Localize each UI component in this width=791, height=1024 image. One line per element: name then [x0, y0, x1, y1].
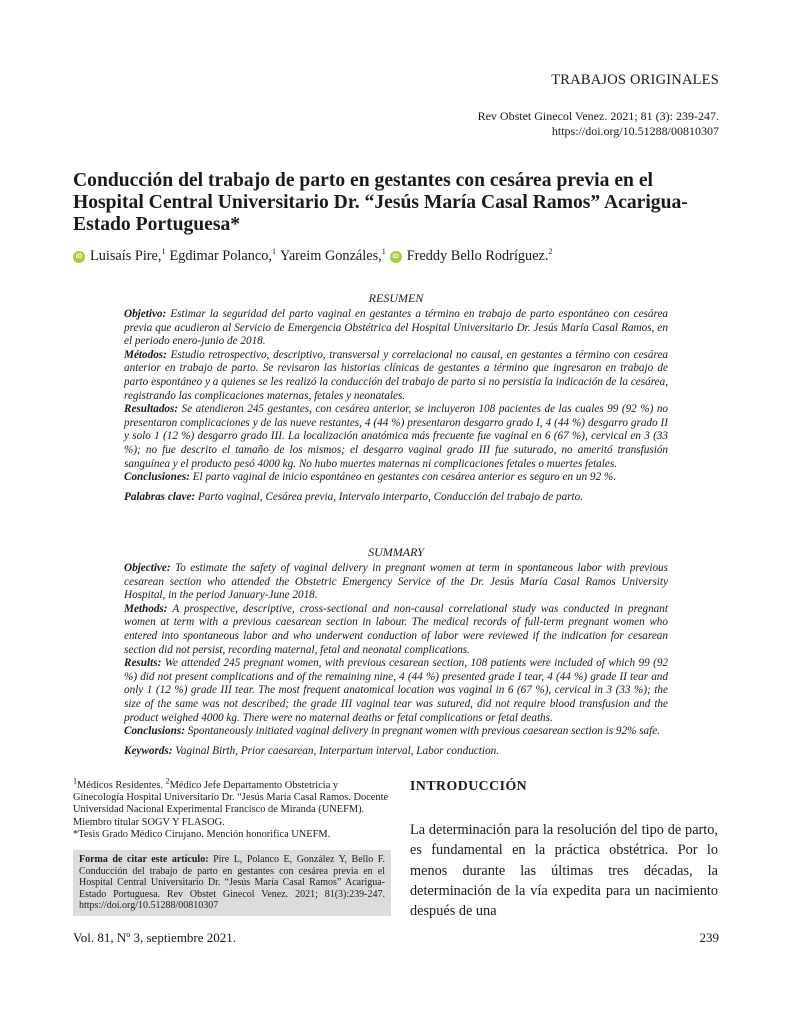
footer-volume: Vol. 81, Nº 3, septiembre 2021.	[73, 930, 237, 945]
abstract-paragraph: Results: We attended 245 pregnant women, with previous cesarean section, 108 patients were included of which 99 (92 %) did not present complications and of the remaining nine, 4 (44 %) presented grade I tear, 4 (44 %) grade II tear and only 1 (12 %) grade III tear. The most frequent anatomical location was vaginal in 6 (67 %), cervical in 3 (33 %); the size of the same was not described; the grade III vaginal tear was sutured, did not require blood transfusion and the product weighed 4000 kg. There were no maternal deaths or fetal complications or fetal deaths.	[124, 657, 669, 724]
author-name: Egdimar Polanco,$^1$	[169, 247, 276, 264]
abstract-paragraph: Objective: To estimate the safety of vaginal delivery in pregnant women at term in spontaneous labor with previous cesarean section who attended the Obstetric Emergency Service of the Dr. Jesús María Casal Ramos University Hospital, in the period January-June 2018.	[124, 562, 668, 602]
cite-label: Forma de citar este artículo:	[79, 854, 209, 865]
resumen-abstract	[124, 308, 668, 504]
abstract-paragraph: Objetivo: Estimar la seguridad del parto vaginal en gestantes a término en trabajo de parto espontáneo con cesárea previa que acudieron al Servicio de Emergencia Obstétrica del Hospital Universitario Dr. Jesús María Casal Ramos, en el periodo enero-junio de 2018.	[124, 308, 669, 348]
abstract-paragraph: Conclusions: Spontaneously initiated vaginal delivery in pregnant women with previous caesarean section is 92% safe.	[124, 725, 661, 738]
resumen-heading: RESUMEN	[368, 291, 424, 305]
author-name: Freddy Bello Rodríguez.$^2$	[406, 247, 553, 264]
abstract-paragraph: Methods: A prospective, descriptive, cross-sectional and non-causal correlational study was conducted in pregnant women at term with a previous caesarean section in labour. The medical records of full-term pregnant women who entered into spontaneous labor and who underwent conduction of labor were reviewed if the indication for cesarean section did not persist, recording maternal, fetal and neonatal complications.	[124, 602, 668, 656]
cite-text: Pire L, Polanco E, González Y, Bello F. Conducción del trabajo de parto en gestantes con cesárea previa en el Hospital Central Universitario Dr. “Jesús María Casal Ramos” Acarigua-Estado Portuguesa. Rev Obstet Ginecol Venez. 2021; 81(3):239-247. https://doi.org/10.51288/00810307	[79, 854, 386, 912]
abstract-paragraph: Resultados: Se atendieron 245 gestantes, con cesárea anterior, se incluyeron 108 pacientes de las cuales 99 (92 %) no presentaron complicaciones y de las nueve restantes, 4 (44 %) presentaron desgarro grado I, 4 (44 %) desgarro grado II y solo 1 (12 %) desgarro grado III. La localización anatómica más frecuente fue vaginal en 6 (67 %), cervical en 3 (33 %); no fue descrito el tamaño de los mismos; el desgarro vaginal grado III fue suturado, no ameritó transfusión sanguínea y el producto pesó 4000 kg. No hubo muertes maternas ni complicaciones fetales o muertes fetales.	[124, 403, 669, 470]
section-label: TRABAJOS ORIGINALES	[551, 72, 719, 88]
introduction-text: La determinación para la resolución del tipo de parto, es fundamental en la práctica obstétrica. Por lo menos durante las últimas tres décadas, la determinación de la vía expedita para un nacimiento después de una	[410, 822, 718, 920]
keywords: Keywords: Vaginal Birth, Prior caesarean, Interpartum interval, Labor conduction.	[124, 744, 499, 757]
thesis-note: *Tesis Grado Médico Cirujano. Mención honorifica UNEFM.	[73, 828, 331, 840]
summary-abstract	[124, 562, 668, 758]
author-name: Luisaís Pire,$^1$	[90, 247, 166, 264]
orcid-icon[interactable]: iD	[73, 251, 85, 263]
introduction-heading: INTRODUCCIÓN	[410, 778, 528, 793]
page-number: 239	[699, 930, 719, 945]
author-name: Yareim Gonzáles,$^1$	[279, 247, 386, 264]
abstract-paragraph: Conclusiones: El parto vaginal de inicio espontáneo en gestantes con cesárea anterior es seguro en un 92 %.	[124, 471, 616, 484]
abstract-paragraph: Métodos: Estudio retrospectivo, descriptivo, transversal y correlacional no causal, en gestantes a término con cesárea anterior en trabajo de parto. Se revisaron las historias clínicas de gestantes a término que ingresaron en trabajo de parto espontáneo y a quienes se les realizó la conducción del trabajo de parto si no persistía la indicación de la cesárea, registrando las complicaciones maternas, fetales y neonatales.	[124, 348, 669, 402]
article-title: Conducción del trabajo de parto en gestantes con cesárea previa en el Hospital Central Universitario Dr. “Jesús María Casal Ramos” Acarigua-Estado Portuguesa*	[73, 170, 688, 235]
journal-citation: Rev Obstet Ginecol Venez. 2021; 81 (3): 239-247.	[477, 109, 719, 123]
orcid-icon[interactable]: iD	[390, 251, 402, 263]
summary-heading: SUMMARY	[368, 545, 424, 559]
affiliation-text: $^1$Médicos Residentes. $^2$Médico Jefe Departamento Obstetricia y Ginecología Hospital Universitario Dr. “Jesús María Casal Ramos. Docente Universidad Nacional Experimental Francisco de Miranda (UNEFM). Miembro titular SOGV Y FLASOG.	[73, 776, 389, 828]
how-to-cite-box	[73, 850, 391, 916]
author-list	[73, 248, 556, 265]
author-affiliations	[73, 776, 391, 841]
palabras-clave: Palabras clave: Parto vaginal, Cesárea previa, Intervalo interparto, Conducción del trabajo de parto.	[124, 490, 584, 503]
doi-link[interactable]: https://doi.org/10.51288/00810307	[551, 124, 719, 138]
